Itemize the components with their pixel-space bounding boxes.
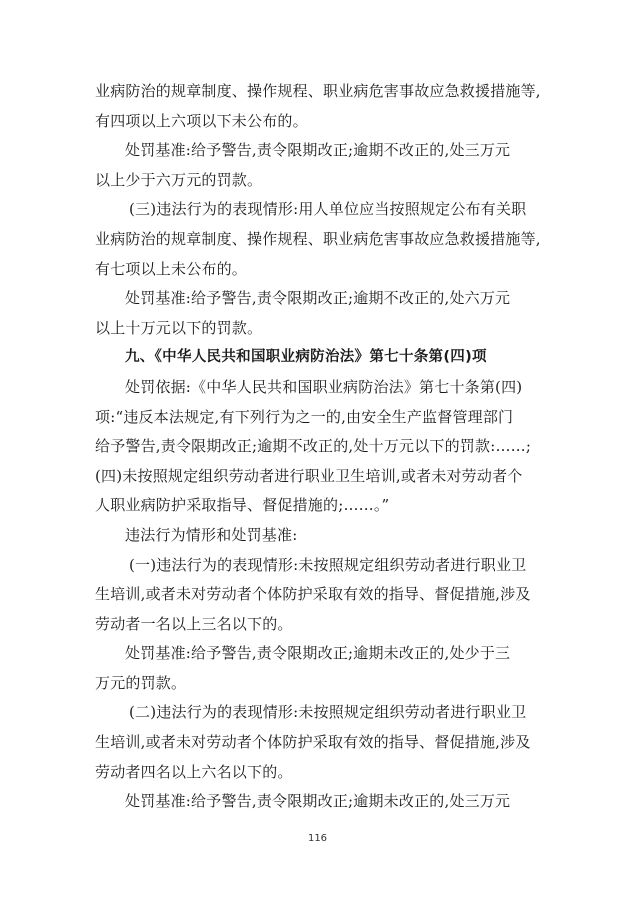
text-line: 生培训,或者未对劳动者个体防护采取有效的指导、督促措施,涉及 bbox=[95, 733, 531, 752]
text-line: 给予警告,责令限期改正;逾期不改正的,处十万元以下的罚款:……; bbox=[95, 437, 532, 456]
document-body bbox=[95, 77, 543, 817]
text-line: 以上少于六万元的罚款。 bbox=[95, 170, 263, 189]
text-line: 万元的罚款。 bbox=[95, 673, 187, 692]
text-line: 违法行为情形和处罚基准: bbox=[125, 525, 298, 544]
text-line: 业病防治的规章制度、操作规程、职业病危害事故应急救援措施等, bbox=[95, 82, 541, 100]
text-line: 有七项以上未公布的。 bbox=[95, 259, 248, 278]
text-line: 处罚基准:给予警告,责令限期改正;逾期不改正的,处三万元 bbox=[125, 141, 511, 160]
text-line: (三)违法行为的表现情形:用人单位应当按照规定公布有关职 bbox=[129, 200, 527, 219]
text-line: 劳动者一名以上三名以下的。 bbox=[95, 614, 293, 633]
text-line: 处罚基准:给予警告,责令限期改正;逾期不改正的,处六万元 bbox=[125, 289, 511, 308]
text-line: 劳动者四名以上六名以下的。 bbox=[95, 762, 293, 781]
text-line: (四)未按照规定组织劳动者进行职业卫生培训,或者未对劳动者个 bbox=[95, 466, 523, 485]
text-line: (二)违法行为的表现情形:未按照规定组织劳动者进行职业卫 bbox=[129, 703, 527, 722]
text-line: 以上十万元以下的罚款。 bbox=[95, 318, 263, 337]
text-line: 处罚基准:给予警告,责令限期改正;逾期未改正的,处少于三 bbox=[125, 644, 511, 663]
text-line: 处罚基准:给予警告,责令限期改正;逾期未改正的,处三万元 bbox=[125, 792, 511, 811]
text-line: 处罚依据:《中华人民共和国职业病防治法》第七十条第(四) bbox=[125, 377, 523, 396]
page-number: 116 bbox=[307, 833, 328, 844]
text-line: 项:“违反本法规定,有下列行为之一的,由安全生产监督管理部门 bbox=[95, 407, 514, 426]
text-line: 人职业病防护采取指导、督促措施的;……。” bbox=[95, 496, 390, 515]
text-line: 业病防治的规章制度、操作规程、职业病危害事故应急救援措施等, bbox=[95, 229, 541, 248]
text-line: 有四项以上六项以下未公布的。 bbox=[95, 111, 308, 130]
section-heading: 九、《中华人民共和国职业病防治法》第七十条第(四)项 bbox=[125, 349, 487, 366]
text-line: 生培训,或者未对劳动者个体防护采取有效的指导、督促措施,涉及 bbox=[95, 585, 531, 604]
text-line: (一)违法行为的表现情形:未按照规定组织劳动者进行职业卫 bbox=[129, 555, 527, 574]
